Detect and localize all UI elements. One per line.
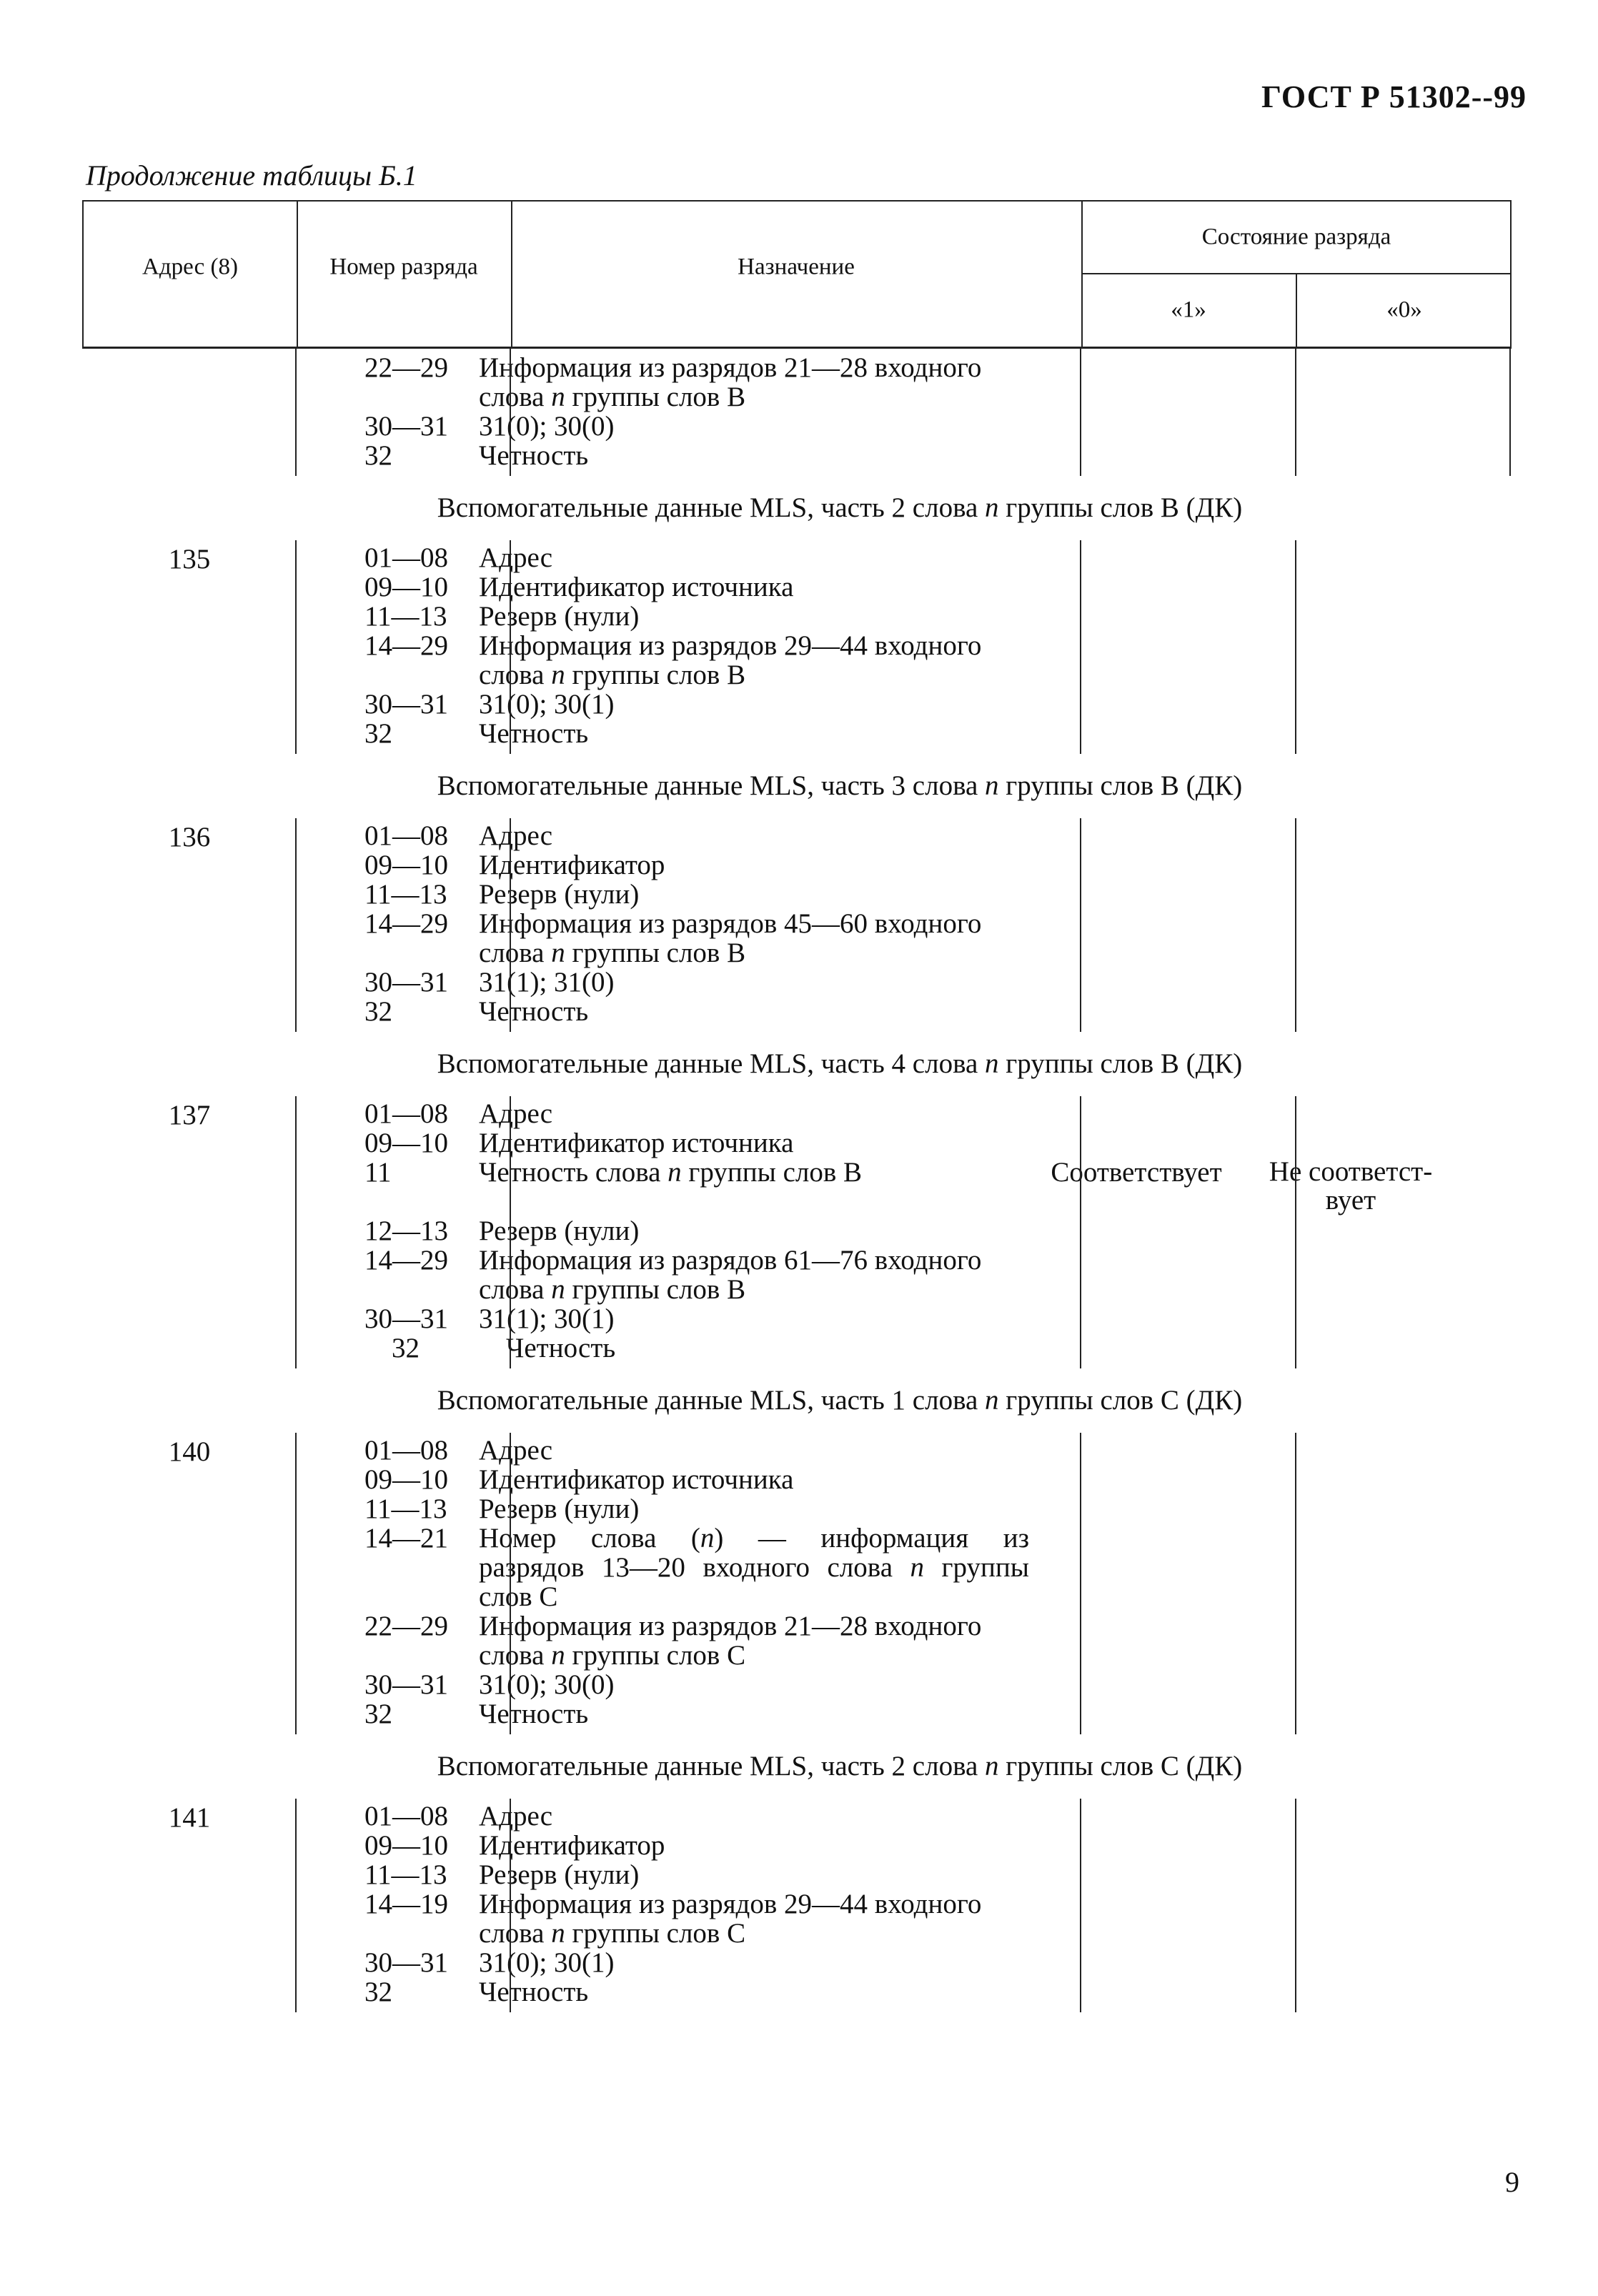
column-divider <box>1295 540 1296 754</box>
state-one-value <box>1029 1436 1244 1465</box>
address-value: 136 <box>168 822 211 853</box>
purpose-text: Резерв (нули) <box>479 1859 640 1890</box>
bit-range: 09—10 <box>364 572 448 602</box>
state-zero-value <box>1244 1436 1458 1465</box>
state-one-value <box>1029 572 1244 602</box>
table-row <box>82 719 1512 748</box>
state-one-value <box>1029 1831 1244 1860</box>
section-title: Вспомогательные данные MLS, часть 2 слова n группы слов B (ДК) <box>437 492 1243 523</box>
column-header-bit-state: Состояние разряда <box>1201 224 1391 250</box>
table-row <box>82 968 1512 997</box>
state-zero-value <box>1244 1948 1458 1977</box>
purpose-text: 31(1); 31(0) <box>479 967 615 998</box>
purpose-text: 31(1); 30(1) <box>479 1303 615 1334</box>
purpose-text: Четность <box>479 718 589 749</box>
state-zero-value <box>1244 690 1458 719</box>
purpose-text: Идентификатор <box>479 1830 665 1861</box>
column-divider <box>510 1433 511 1734</box>
state-one-value: Соответствует <box>1051 1157 1222 1188</box>
table-row <box>82 1948 1512 1977</box>
state-zero-value <box>1244 1128 1458 1158</box>
purpose-text: Адрес <box>479 542 553 573</box>
state-one-value <box>1029 1465 1244 1494</box>
state-zero-value <box>1244 1304 1458 1333</box>
state-one-value <box>1029 1494 1244 1524</box>
page-number: 9 <box>1505 2166 1519 2198</box>
state-one-value <box>1029 1611 1244 1670</box>
purpose-text: Четность слова n группы слов B <box>479 1157 863 1188</box>
bit-range: 32 <box>364 440 392 471</box>
state-zero-value <box>1244 1524 1458 1611</box>
bit-range: 09—10 <box>364 1464 448 1495</box>
table-row <box>82 821 1512 850</box>
bit-range: 14—19 <box>364 1889 448 1919</box>
purpose-text: Информация из разрядов 29—44 входного слова n группы слов B <box>479 630 982 690</box>
state-zero-value <box>1244 631 1458 690</box>
table-row <box>82 690 1512 719</box>
table-row <box>82 1611 1512 1670</box>
bit-range: 30—31 <box>364 1947 448 1978</box>
column-header-address: Адрес (8) <box>142 254 238 280</box>
purpose-text: 31(0); 30(1) <box>479 1947 615 1978</box>
column-divider <box>1080 818 1081 1032</box>
bit-range: 11—13 <box>364 1494 447 1524</box>
state-zero-value <box>1244 1670 1458 1699</box>
state-zero-value <box>1244 850 1458 880</box>
state-one-value <box>1029 631 1244 690</box>
state-zero-value <box>1244 997 1458 1026</box>
purpose-text: 31(0); 30(0) <box>479 1669 615 1700</box>
state-one-value <box>1029 412 1244 441</box>
state-zero-value <box>1244 1216 1458 1246</box>
state-one-value <box>1029 1699 1244 1729</box>
state-zero-value <box>1244 412 1458 441</box>
bit-range: 01—08 <box>364 542 448 573</box>
address-value: 137 <box>168 1100 211 1130</box>
state-zero-value <box>1244 1801 1458 1831</box>
bit-range: 11 <box>364 1157 392 1188</box>
column-divider <box>510 1096 511 1368</box>
purpose-text: Резерв (нули) <box>479 601 640 632</box>
column-divider <box>1080 1433 1081 1734</box>
column-divider <box>1080 1799 1081 2012</box>
state-zero-value <box>1244 1889 1458 1948</box>
column-divider <box>295 349 297 476</box>
bit-range: 14—29 <box>364 1245 448 1276</box>
table-row <box>82 1216 1512 1246</box>
state-one-value <box>1029 880 1244 909</box>
table-row <box>82 1333 1512 1363</box>
section-title: Вспомогательные данные MLS, часть 2 слова n группы слов C (ДК) <box>437 1751 1243 1781</box>
bit-range: 30—31 <box>364 1669 448 1700</box>
bit-range: 22—29 <box>364 1611 448 1641</box>
table-block <box>82 818 1512 1032</box>
state-one-value <box>1029 690 1244 719</box>
state-one-value <box>1029 821 1244 850</box>
state-one-value <box>1029 1948 1244 1977</box>
bit-range: 22—29 <box>364 352 448 383</box>
purpose-text: Четность <box>479 996 589 1027</box>
state-zero-value <box>1244 1099 1458 1128</box>
purpose-text: Четность <box>479 1699 589 1729</box>
table-row <box>82 1304 1512 1333</box>
column-divider <box>295 1096 297 1368</box>
column-divider <box>510 818 511 1032</box>
column-divider <box>295 1433 297 1734</box>
table-row <box>82 1524 1512 1611</box>
table-row <box>82 543 1512 572</box>
section-title: Вспомогательные данные MLS, часть 1 слова n группы слов C (ДК) <box>437 1385 1243 1416</box>
table-row <box>82 850 1512 880</box>
document-code: ГОСТ Р 51302--99 <box>1261 79 1527 114</box>
table-block <box>82 349 1512 476</box>
state-one-value <box>1029 1246 1244 1304</box>
table-row <box>82 1801 1512 1831</box>
bit-range: 09—10 <box>364 1128 448 1158</box>
table-row <box>82 602 1512 631</box>
table-row <box>82 631 1512 690</box>
column-divider <box>1295 818 1296 1032</box>
bit-range: 30—31 <box>364 689 448 720</box>
column-divider <box>1509 349 1511 476</box>
purpose-text: Идентификатор <box>479 850 665 880</box>
state-zero-value <box>1244 1977 1458 2007</box>
column-header-purpose: Назначение <box>738 254 855 280</box>
state-zero-value <box>1244 353 1458 412</box>
bit-range: 30—31 <box>364 967 448 998</box>
state-zero-value <box>1244 880 1458 909</box>
bit-range: 12—13 <box>364 1216 448 1246</box>
table-row <box>82 441 1512 470</box>
state-one-value <box>1029 1801 1244 1831</box>
bit-range: 01—08 <box>364 1098 448 1129</box>
table-row <box>82 1977 1512 2007</box>
bit-range: 14—29 <box>364 908 448 939</box>
purpose-text: Резерв (нули) <box>479 1494 640 1524</box>
bit-range: 01—08 <box>364 820 448 851</box>
column-divider <box>510 349 511 476</box>
state-one-value <box>1029 968 1244 997</box>
column-divider <box>510 1799 511 2012</box>
purpose-text: Информация из разрядов 45—60 входного слова n группы слов B <box>479 908 982 968</box>
state-zero-value <box>1244 1831 1458 1860</box>
section-title: Вспомогательные данные MLS, часть 4 слова n группы слов B (ДК) <box>437 1048 1243 1079</box>
state-zero-value <box>1244 1465 1458 1494</box>
state-zero-value <box>1244 719 1458 748</box>
bit-range: 32 <box>364 718 392 749</box>
table-row <box>82 1436 1512 1465</box>
bit-range: 11—13 <box>364 1859 447 1890</box>
address-value: 140 <box>168 1436 211 1467</box>
table-block <box>82 1096 1512 1368</box>
state-one-value <box>1029 1889 1244 1948</box>
state-one-value <box>1029 1860 1244 1889</box>
column-header-state-one: «1» <box>1171 297 1206 323</box>
table-row <box>82 1099 1512 1128</box>
bit-range: 32 <box>392 1333 420 1363</box>
table-body <box>82 349 1512 2012</box>
column-divider <box>1295 1799 1296 2012</box>
state-zero-value <box>1244 821 1458 850</box>
state-one-value <box>1029 543 1244 572</box>
state-one-value <box>1029 1977 1244 2007</box>
state-one-value <box>1029 1304 1244 1333</box>
state-one-value <box>1029 1524 1244 1611</box>
state-zero-value <box>1271 1333 1485 1363</box>
purpose-text: Идентификатор источника <box>479 572 794 602</box>
purpose-text: Четность <box>479 440 589 471</box>
state-zero-value <box>1244 1246 1458 1304</box>
table-row <box>82 1494 1512 1524</box>
state-one-value <box>1029 441 1244 470</box>
purpose-text: Информация из разрядов 61—76 входного слова n группы слов B <box>479 1245 982 1305</box>
state-zero-value <box>1244 543 1458 572</box>
purpose-text: Резерв (нули) <box>479 879 640 910</box>
table-row <box>82 1465 1512 1494</box>
column-divider <box>1295 349 1296 476</box>
table-block <box>82 540 1512 754</box>
table-row <box>82 353 1512 412</box>
column-divider <box>510 540 511 754</box>
state-zero-value <box>1244 1611 1458 1670</box>
table-row <box>82 997 1512 1026</box>
state-zero-value <box>1244 1699 1458 1729</box>
column-divider <box>1295 1096 1296 1368</box>
state-one-value <box>1056 1333 1271 1363</box>
purpose-text: 31(0); 30(0) <box>479 411 615 442</box>
purpose-text: Адрес <box>479 1435 553 1466</box>
column-header-bit-number: Номер разряда <box>329 254 478 280</box>
purpose-text: 31(0); 30(1) <box>479 689 615 720</box>
table-row <box>82 1670 1512 1699</box>
purpose-text: Адрес <box>479 820 553 851</box>
bit-range: 09—10 <box>364 850 448 880</box>
state-one-value <box>1029 1099 1244 1128</box>
column-header-state-zero: «0» <box>1386 297 1422 323</box>
state-zero-value <box>1244 602 1458 631</box>
state-one-value <box>1029 353 1244 412</box>
header-divider <box>297 202 298 347</box>
table-row <box>82 572 1512 602</box>
state-one-value <box>1029 1216 1244 1246</box>
state-one-value <box>1029 1128 1244 1158</box>
bit-range: 11—13 <box>364 601 447 632</box>
table-row <box>82 1889 1512 1948</box>
table-row <box>82 1699 1512 1729</box>
table-row <box>82 1158 1512 1216</box>
purpose-text: Информация из разрядов 21—28 входного слова n группы слов B <box>479 352 982 412</box>
purpose-text: Резерв (нули) <box>479 1216 640 1246</box>
state-one-value <box>1029 997 1244 1026</box>
table-row <box>82 1831 1512 1860</box>
purpose-text: Четность <box>506 1333 616 1363</box>
state-one-value <box>1029 850 1244 880</box>
table-row <box>82 1246 1512 1304</box>
state-zero-value <box>1244 909 1458 968</box>
table-row <box>82 880 1512 909</box>
table-row <box>82 1128 1512 1158</box>
column-divider <box>1080 1096 1081 1368</box>
state-one-value <box>1029 719 1244 748</box>
section-title: Вспомогательные данные MLS, часть 3 слова n группы слов B (ДК) <box>437 770 1243 801</box>
purpose-text: Идентификатор источника <box>479 1128 794 1158</box>
purpose-text: Адрес <box>479 1098 553 1129</box>
table-block <box>82 1433 1512 1734</box>
bit-range: 09—10 <box>364 1830 448 1861</box>
purpose-text: Информация из разрядов 21—28 входного слова n группы слов C <box>479 1611 982 1671</box>
bit-range: 14—29 <box>364 630 448 661</box>
state-zero-value: Не соответст- вует <box>1269 1156 1433 1216</box>
purpose-text: Адрес <box>479 1801 553 1832</box>
bit-range: 32 <box>364 1699 392 1729</box>
table-header <box>82 200 1512 349</box>
purpose-text: Номер слова (n) — информация из разрядов 13—20 входного слова n группы слов C <box>479 1523 1029 1612</box>
table-block <box>82 1799 1512 2012</box>
state-zero-value <box>1244 968 1458 997</box>
state-one-value <box>1029 1670 1244 1699</box>
column-divider <box>1080 349 1081 476</box>
state-zero-value <box>1244 572 1458 602</box>
table-caption: Продолжение таблицы Б.1 <box>86 159 417 192</box>
header-divider <box>1296 273 1297 347</box>
purpose-text: Четность <box>479 1977 589 2007</box>
table-row <box>82 1860 1512 1889</box>
bit-range: 01—08 <box>364 1801 448 1832</box>
state-zero-value <box>1244 441 1458 470</box>
table-row <box>82 412 1512 441</box>
bit-range: 32 <box>364 1977 392 2007</box>
state-one-value <box>1029 602 1244 631</box>
address-value: 141 <box>168 1802 211 1833</box>
bit-range: 30—31 <box>364 1303 448 1334</box>
bit-range: 14—21 <box>364 1523 448 1554</box>
bit-range: 32 <box>364 996 392 1027</box>
bit-range: 01—08 <box>364 1435 448 1466</box>
state-zero-value <box>1244 1860 1458 1889</box>
purpose-text: Информация из разрядов 29—44 входного слова n группы слов C <box>479 1889 982 1949</box>
column-divider <box>1080 540 1081 754</box>
header-divider <box>1081 273 1510 274</box>
state-one-value <box>1029 909 1244 968</box>
table-row <box>82 909 1512 968</box>
header-divider <box>511 202 512 347</box>
state-zero-value <box>1244 1494 1458 1524</box>
address-value: 135 <box>168 544 211 575</box>
column-divider <box>1295 1433 1296 1734</box>
bit-range: 30—31 <box>364 411 448 442</box>
purpose-text: Идентификатор источника <box>479 1464 794 1495</box>
bit-range: 11—13 <box>364 879 447 910</box>
